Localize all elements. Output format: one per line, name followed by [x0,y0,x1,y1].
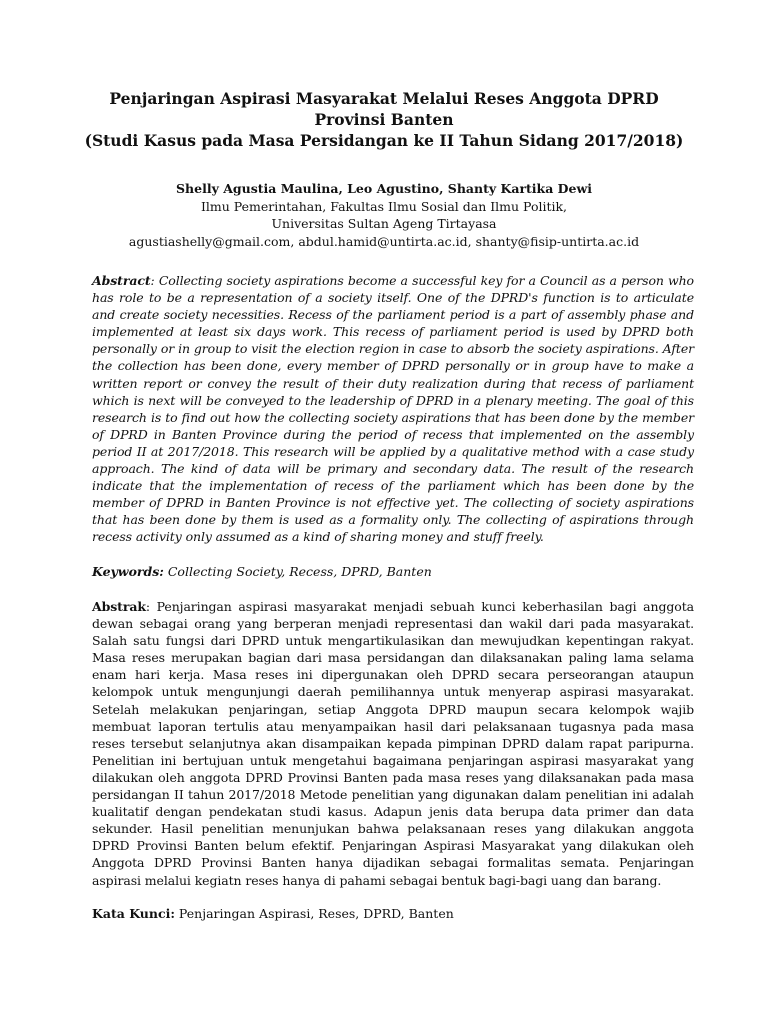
authors-block [60,180,708,250]
keywords-english [92,563,694,580]
abstract-indonesian [92,598,694,889]
author-names: Shelly Agustia Maulina, Leo Agustino, Shanty Kartika Dewi [176,181,592,196]
keywords-text: Collecting Society, Recess, DPRD, Banten [163,564,432,579]
kata-kunci-label: Kata Kunci: [92,906,175,921]
paper-title [60,88,708,151]
author-emails: agustiashelly@gmail.com, abdul.hamid@untirta.ac.id, shanty@fisip-untirta.ac.id [128,233,640,249]
title-line-1: Penjaringan Aspirasi Masyarakat Melalui Reses Anggota DPRD [109,89,659,108]
abstract-text: : Collecting society aspirations become a successful key for a Council as a person who has role to be a representation of a society itself. One of the DPRD's function is to articulate and create society necessities. Recess of the parliament period is a part of assembly phase and implemented at least six days work. This recess of parliament period is used by DPRD both personally or in group to visit the election region in case to absorb the society aspirations. After the collection has been done, every member of DPRD personally or in group have to make a written report or convey the result of their duty realization during that recess of parliament which is next will be conveyed to the leadership of DPRD in a plenary meeting. The goal of this research is to find out how the collecting society aspirations that has been done by the member of DPRD in Banten Province during the period of recess that implemented on the assembly period II at 2017/2018. This research will be applied by a qualitative method with a case study approach. The kind of data will be primary and secondary data. The result of the research indicate that the implementation of recess of the parliament which has been done by the member of DPRD in Banten Province is not effective yet. The collecting of society aspirations that has been done by them is used as a formality only. The collecting of aspirations through recess activity only assumed as a kind of sharing money and stuff freely. [92,273,694,545]
title-line-3: (Studi Kasus pada Masa Persidangan ke II Tahun Sidang 2017/2018) [84,131,684,150]
title-line-2: Provinsi Banten [314,110,454,129]
keywords-indonesian [92,905,694,922]
affiliation-line-2: Universitas Sultan Ageng Tirtayasa [271,216,497,231]
keywords-label: Keywords: [92,564,164,579]
abstrak-text: : Penjaringan aspirasi masyarakat menjadi sebuah kunci keberhasilan bagi anggota dewan sebagai orang yang berperan menjadi representasi dan wakil dari pada masyarakat. Salah satu fungsi dari DPRD untuk mengartikulasikan dan mewujudkan kepentingan rakyat. Masa reses merupakan bagian dari masa persidangan dan dilaksanakan paling lama selama enam hari kerja. Masa reses ini dipergunakan oleh DPRD secara perseorangan ataupun kelompok untuk mengunjungi daerah pemilihannya untuk menyerap aspirasi masyarakat. Setelah melakukan penjaringan, setiap Anggota DPRD maupun secara kelompok wajib membuat laporan tertulis atau menyampaikan hasil dari pelaksanaan tugasnya pada masa reses tersebut selanjutnya akan disampaikan kepada pimpinan DPRD dalam rapat paripurna. Penelitian ini bertujuan untuk mengetahui bagaimana penjaringan aspirasi masyarakat yang dilakukan oleh anggota DPRD Provinsi Banten pada masa reses yang dilaksanakan pada masa persidangan II tahun 2017/2018 Metode penelitian yang digunakan dalam penelitian ini adalah kualitatif dengan pendekatan studi kasus. Adapun jenis data berupa data primer dan data sekunder. Hasil penelitian menunjukan bahwa pelaksanaan reses yang dilakukan anggota DPRD Provinsi Banten belum efektif. Penjaringan Aspirasi Masyarakat yang dilakukan oleh Anggota DPRD Provinsi Banten hanya dijadikan sebagai formalitas semata. Penjaringan aspirasi melalui kegiatn reses hanya di pahami sebagai bentuk bagi-bagi uang dan barang. [92,599,694,888]
kata-kunci-text: Penjaringan Aspirasi, Reses, DPRD, Banten [174,906,454,921]
affiliation-line-1: Ilmu Pemerintahan, Fakultas Ilmu Sosial dan Ilmu Politik, [200,198,568,214]
abstract-label: Abstract [92,273,151,288]
abstract-english [92,272,694,546]
abstrak-label: Abstrak [92,599,146,614]
